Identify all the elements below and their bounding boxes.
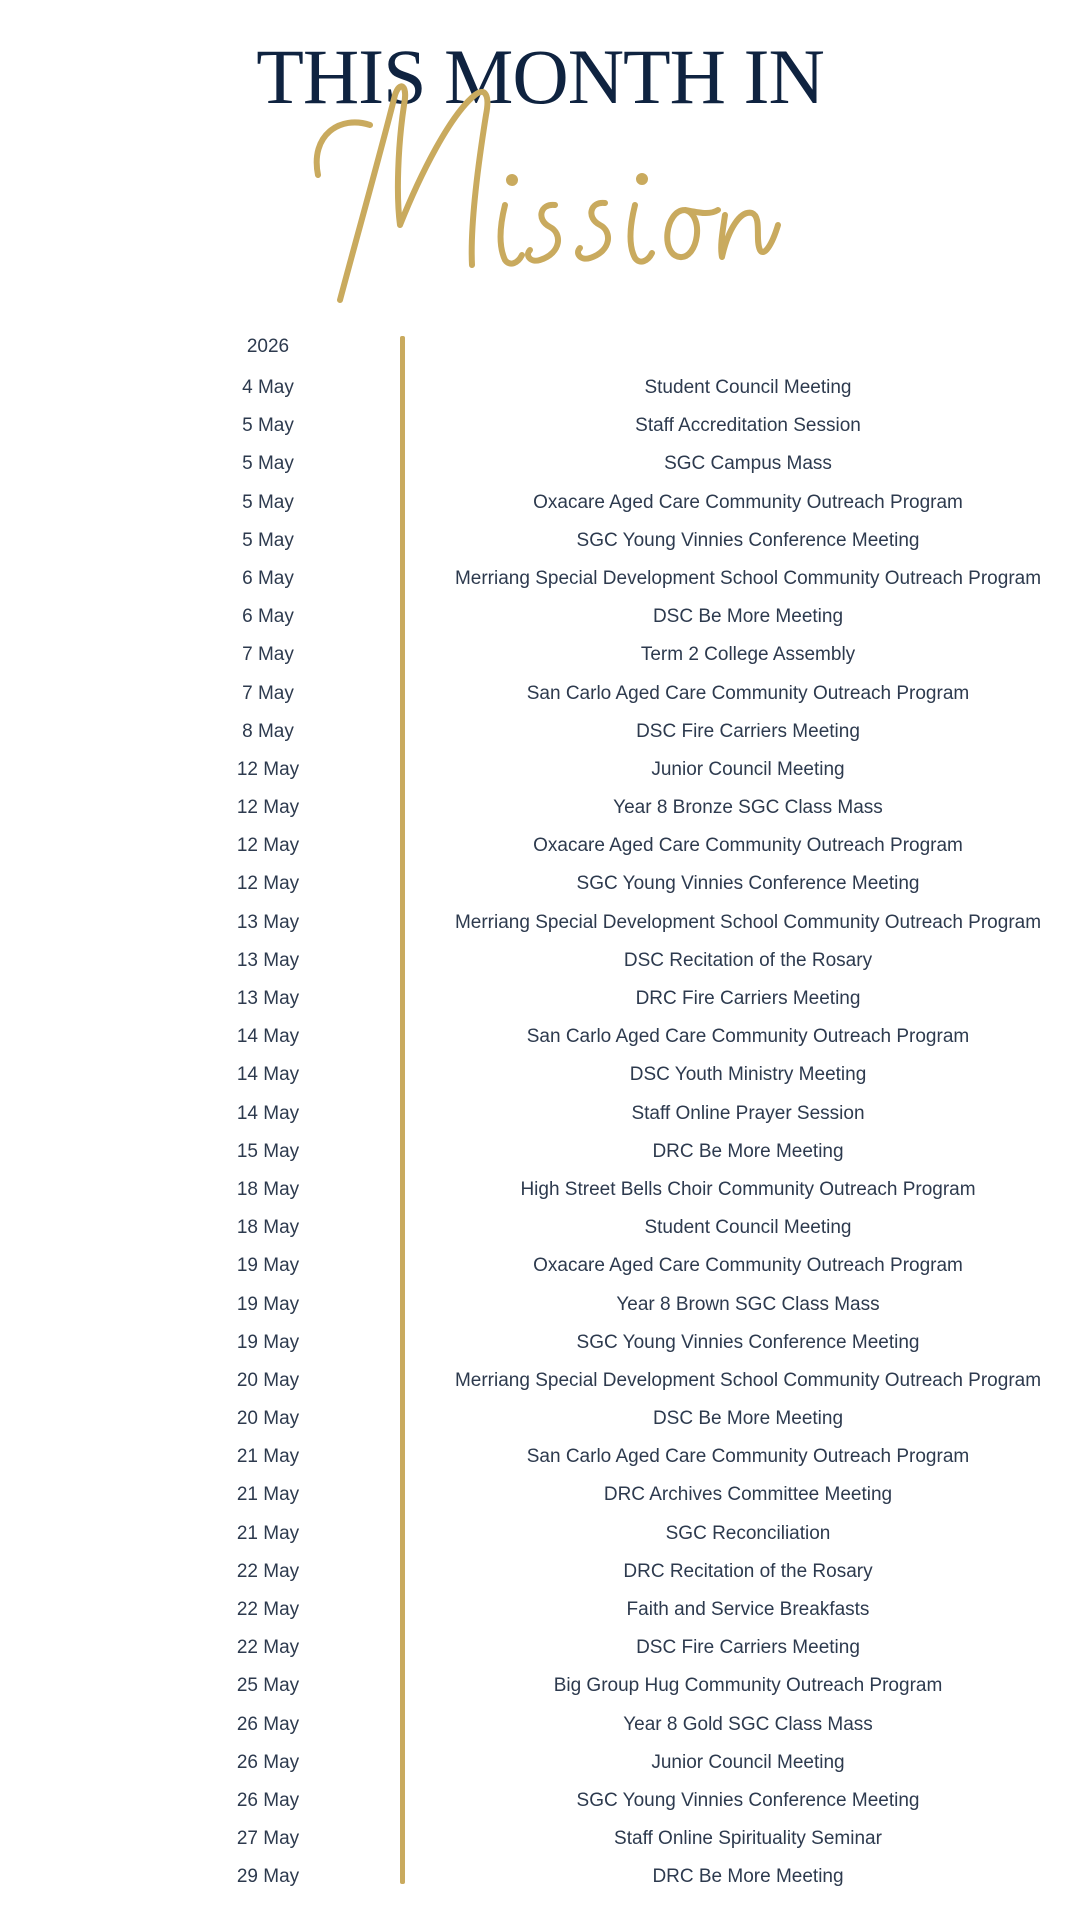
event-row [0, 983, 1080, 1021]
event-row [0, 830, 1080, 868]
event-name: San Carlo Aged Care Community Outreach Program [526, 682, 970, 704]
event-row [0, 448, 1080, 486]
event-date: 21 May [236, 1446, 300, 1468]
event-row [0, 601, 1080, 639]
event-name: Oxacare Aged Care Community Outreach Program [533, 491, 963, 513]
event-name: DSC Be More Meeting [652, 606, 844, 628]
event-date: 20 May [236, 1369, 300, 1391]
event-date: 20 May [236, 1408, 300, 1430]
event-name: Staff Online Spirituality Seminar [614, 1828, 882, 1850]
event-date: 18 May [236, 1178, 300, 1200]
event-date: 13 May [236, 988, 300, 1009]
event-date: 21 May [236, 1484, 300, 1506]
event-date: 12 May [236, 797, 300, 819]
event-date: 7 May [242, 682, 294, 704]
event-row [0, 1327, 1080, 1365]
event-name: Faith and Service Breakfasts [626, 1599, 870, 1620]
event-name: Term 2 College Assembly [640, 644, 856, 666]
year-label: 2026 [246, 336, 290, 357]
event-name: DSC Fire Carriers Meeting [636, 720, 860, 742]
event-row [0, 1174, 1080, 1212]
event-date: 19 May [236, 1331, 300, 1353]
event-name: Staff Online Prayer Session [631, 1102, 865, 1124]
event-name: Year 8 Bronze SGC Class Mass [613, 797, 883, 819]
event-row [0, 1289, 1080, 1327]
event-date: 26 May [236, 1789, 300, 1811]
event-name: Year 8 Brown SGC Class Mass [616, 1293, 880, 1315]
event-name: DRC Recitation of the Rosary [623, 1560, 873, 1582]
event-row [0, 1709, 1080, 1747]
event-row [0, 1059, 1080, 1097]
event-date: 21 May [236, 1522, 300, 1544]
event-name: Merriang Special Development School Community Outreach Program [454, 911, 1042, 933]
event-date: 14 May [236, 1026, 300, 1048]
event-row [0, 1365, 1080, 1403]
event-row [0, 1556, 1080, 1594]
event-row [0, 563, 1080, 601]
event-name: Junior Council Meeting [651, 758, 845, 780]
event-name: Junior Council Meeting [651, 1751, 845, 1773]
event-list [0, 372, 1080, 1900]
event-date: 7 May [242, 644, 294, 666]
event-date: 19 May [236, 1255, 300, 1277]
event-name: DRC Fire Carriers Meeting [635, 988, 861, 1009]
event-name: Oxacare Aged Care Community Outreach Program [533, 1255, 963, 1277]
event-row [0, 372, 1080, 410]
event-row [0, 487, 1080, 525]
event-row [0, 1479, 1080, 1517]
mission-script-wordmark [300, 75, 800, 315]
event-row [0, 754, 1080, 792]
event-name: DSC Youth Ministry Meeting [629, 1064, 867, 1086]
event-date: 6 May [242, 567, 294, 589]
event-row [0, 1441, 1080, 1479]
event-row [0, 1632, 1080, 1670]
event-date: 5 May [242, 415, 294, 437]
event-name: DRC Be More Meeting [652, 1866, 844, 1888]
event-row [0, 945, 1080, 983]
event-name: Oxacare Aged Care Community Outreach Program [533, 835, 963, 857]
event-date: 12 May [236, 873, 300, 895]
event-date: 19 May [236, 1293, 300, 1315]
event-date: 22 May [236, 1637, 300, 1659]
event-date: 5 May [242, 529, 294, 551]
event-row [0, 1136, 1080, 1174]
event-row [0, 1747, 1080, 1785]
event-row [0, 1403, 1080, 1441]
event-row [0, 1823, 1080, 1861]
event-row [0, 716, 1080, 754]
event-name: DRC Be More Meeting [652, 1140, 844, 1162]
event-name: Student Council Meeting [644, 1217, 852, 1239]
event-date: 26 May [236, 1751, 300, 1773]
event-date: 22 May [236, 1599, 300, 1620]
event-row [0, 639, 1080, 677]
event-name: Year 8 Gold SGC Class Mass [623, 1713, 873, 1735]
event-name: San Carlo Aged Care Community Outreach Program [526, 1446, 970, 1468]
event-name: DRC Archives Committee Meeting [603, 1484, 893, 1506]
event-row [0, 1212, 1080, 1250]
event-row [0, 678, 1080, 716]
event-date: 4 May [242, 377, 294, 398]
event-date: 14 May [236, 1102, 300, 1124]
event-name: High Street Bells Choir Community Outreach Program [520, 1178, 976, 1200]
event-name: Big Group Hug Community Outreach Program [553, 1675, 943, 1697]
event-name: SGC Young Vinnies Conference Meeting [576, 873, 920, 895]
event-row [0, 1670, 1080, 1708]
event-date: 8 May [242, 720, 294, 742]
event-name: SGC Young Vinnies Conference Meeting [576, 1331, 920, 1353]
event-date: 5 May [242, 491, 294, 513]
event-name: DSC Be More Meeting [652, 1408, 844, 1430]
page-title: THIS MONTH IN [256, 33, 824, 120]
event-date: 18 May [236, 1217, 300, 1239]
event-row [0, 1098, 1080, 1136]
event-name: SGC Campus Mass [664, 453, 832, 475]
event-name: San Carlo Aged Care Community Outreach Program [526, 1026, 970, 1048]
event-name: SGC Young Vinnies Conference Meeting [576, 529, 920, 551]
event-name: Student Council Meeting [644, 377, 852, 398]
event-date: 12 May [236, 835, 300, 857]
event-row [0, 1250, 1080, 1288]
event-date: 12 May [236, 758, 300, 780]
event-row [0, 1021, 1080, 1059]
event-date: 5 May [242, 453, 294, 475]
event-date: 15 May [236, 1140, 300, 1162]
event-date: 6 May [242, 606, 294, 628]
event-row [0, 907, 1080, 945]
event-date: 13 May [236, 949, 300, 971]
event-name: DSC Fire Carriers Meeting [636, 1637, 860, 1659]
event-date: 29 May [236, 1866, 300, 1888]
event-date: 25 May [236, 1675, 300, 1697]
event-date: 27 May [236, 1828, 300, 1850]
event-row [0, 868, 1080, 906]
event-name: DSC Recitation of the Rosary [623, 949, 873, 971]
event-name: Merriang Special Development School Community Outreach Program [454, 1369, 1042, 1391]
event-name: Staff Accreditation Session [635, 415, 861, 437]
event-row [0, 1785, 1080, 1823]
event-date: 26 May [236, 1713, 300, 1735]
event-row [0, 1518, 1080, 1556]
event-name: Merriang Special Development School Community Outreach Program [454, 567, 1042, 589]
event-row [0, 410, 1080, 448]
event-name: SGC Young Vinnies Conference Meeting [576, 1789, 920, 1811]
event-date: 13 May [236, 911, 300, 933]
event-row [0, 1861, 1080, 1899]
event-date: 14 May [236, 1064, 300, 1086]
event-date: 22 May [236, 1560, 300, 1582]
event-row [0, 792, 1080, 830]
event-row [0, 525, 1080, 563]
event-row [0, 1594, 1080, 1632]
event-name: SGC Reconciliation [665, 1522, 831, 1544]
